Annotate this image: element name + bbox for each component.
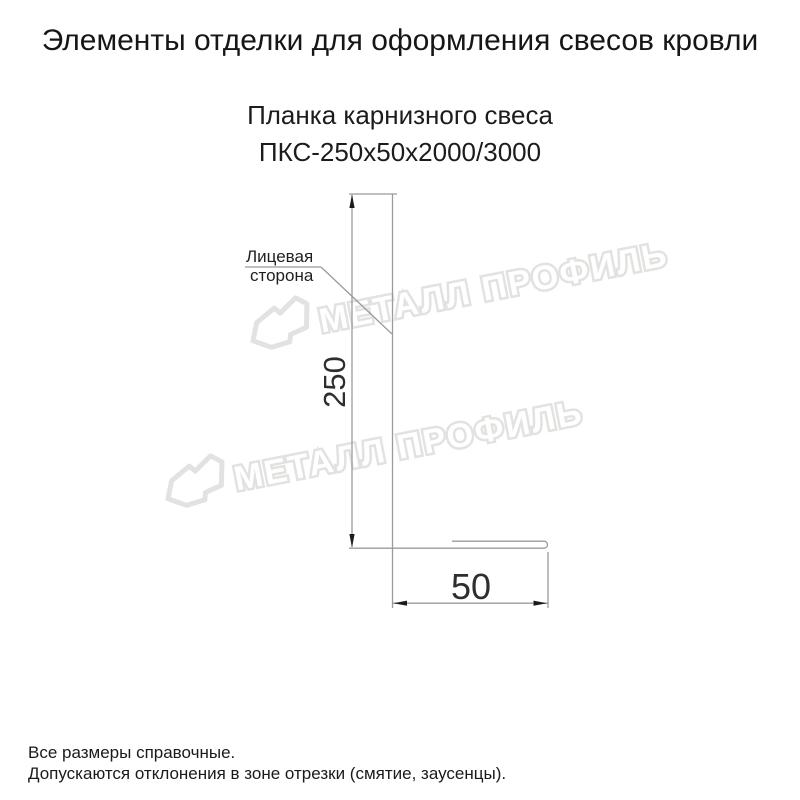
- watermark-text: МЕТАЛЛ ПРОФИЛЬ: [230, 393, 587, 499]
- arrow-right-icon: [534, 601, 548, 606]
- profile-hem-line: [452, 541, 548, 548]
- product-code: ПКС-250х50х2000/3000: [258, 137, 542, 167]
- product-name: Планка карнизного свеса: [247, 100, 553, 130]
- dim-value-250: 250: [317, 356, 352, 408]
- arrow-left-icon: [394, 601, 408, 606]
- arrow-down-icon: [349, 534, 354, 548]
- footer-notes: [28, 742, 506, 784]
- leader-diagonal-line: [321, 267, 392, 334]
- arrow-up-icon: [349, 195, 354, 209]
- page-title: Элементы отделки для оформления свесов кровли: [41, 24, 759, 57]
- face-side-label-line1: Лицевая: [246, 247, 314, 266]
- watermark-text: МЕТАЛЛ ПРОФИЛЬ: [315, 235, 672, 341]
- footer-note-line2: Допускаются отклонения в зоне отрезки (смятие, заусенцы).: [28, 764, 507, 783]
- face-side-label: [246, 247, 322, 285]
- face-side-label-line2: сторона: [250, 266, 314, 285]
- dim-value-50: 50: [450, 566, 492, 607]
- footer-note-line1: Все размеры справочные.: [28, 743, 236, 762]
